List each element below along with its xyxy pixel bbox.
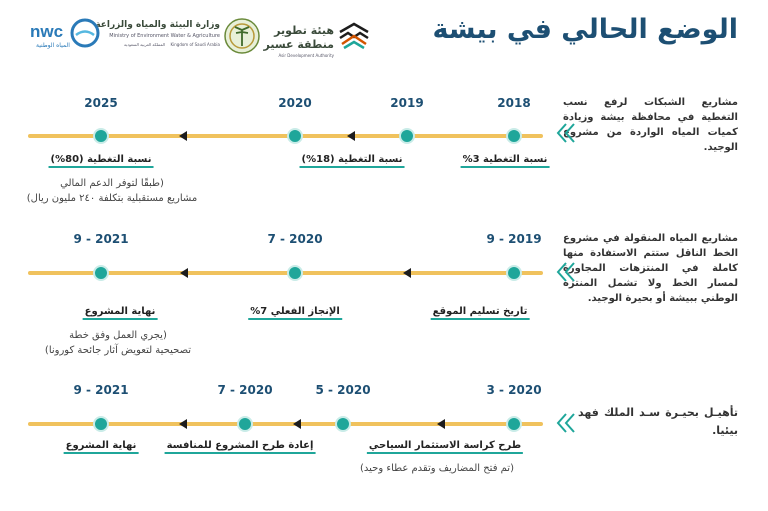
milestone-label: نسبة التغطية (80%) — [49, 154, 154, 168]
nwc-logo-subtitle: المياه الوطنية — [36, 42, 70, 49]
milestone-year: 3 - 2020 — [486, 383, 542, 397]
asir-logo-ar1: هيئة تطوير — [274, 24, 334, 37]
mewa-logo — [95, 16, 260, 58]
milestone-year: 7 - 2020 — [217, 383, 273, 397]
milestone-label: إعادة طرح المشروع للمنافسة — [165, 440, 316, 454]
arrow-left-icon — [437, 419, 445, 429]
mewa-logo-ar: وزارة البيئة والمياه والزراعة — [95, 20, 220, 30]
milestone-label: نهاية المشروع — [64, 440, 139, 454]
milestone-dot — [93, 416, 109, 432]
water-drop-icon — [70, 18, 100, 48]
milestone-dot — [335, 416, 351, 432]
mewa-logo-kingdom-ar: المملكة العربية السعودية — [123, 42, 165, 47]
arrow-left-icon — [293, 419, 301, 429]
milestone-dot — [93, 128, 109, 144]
milestone-label: نهاية المشروع — [83, 306, 158, 320]
milestone-year: 7 - 2020 — [267, 232, 323, 246]
milestone-dot — [399, 128, 415, 144]
double-chevron-left-icon — [555, 261, 577, 283]
asir-mark-icon — [338, 22, 370, 52]
milestone-label: الإنجاز الفعلي 7% — [248, 306, 342, 320]
arrow-left-icon — [179, 419, 187, 429]
nwc-logo-mark: nwc — [30, 22, 64, 41]
milestone-year: 2019 — [390, 96, 424, 110]
mewa-logo-en: Ministry of Environment Water & Agriculture — [109, 33, 220, 39]
milestone-year: 2025 — [84, 96, 118, 110]
milestone-label: تاريخ تسليم الموقع — [431, 306, 530, 320]
arrow-left-icon — [180, 268, 188, 278]
arrow-left-icon — [179, 131, 187, 141]
milestone-dot — [287, 128, 303, 144]
nwc-logo — [28, 18, 108, 58]
milestone-note: (طبقًا لتوفر الدعم المالي — [60, 178, 164, 189]
asir-logo-ar2: منطقة عسير — [263, 38, 334, 51]
milestone-note: (تم فتح المضاريف وتقدم عطاء وحيد) — [360, 463, 514, 474]
milestone-label: نسبة التغطية (18%) — [300, 154, 405, 168]
mewa-logo-kingdom: Kingdom of Saudi Arabia — [170, 42, 220, 47]
row3-description: تأهيـل بحيـرة سـد الملك فهد بيئيا. — [578, 406, 738, 437]
milestone-label: طرح كراسة الاستثمار السياحي — [367, 440, 523, 454]
asir-logo-en: Asir Development Authority — [278, 53, 334, 58]
milestone-year: 5 - 2020 — [315, 383, 371, 397]
milestone-dot — [506, 128, 522, 144]
milestone-label: نسبة التغطية 3% — [461, 154, 550, 168]
row1-description: مشاريع الشبكات لرفع نسب التغطية في محافظة بيشة وزيادة كميات المياه الواردة من مشروع الوجيد. — [563, 97, 738, 153]
milestone-dot — [506, 416, 522, 432]
milestone-year: 2020 — [278, 96, 312, 110]
double-chevron-left-icon — [555, 412, 577, 434]
milestone-dot — [237, 416, 253, 432]
asir-logo — [263, 18, 370, 58]
page-title: الوضع الحالي في بيشة — [432, 14, 738, 45]
double-chevron-left-icon — [555, 122, 577, 144]
milestone-dot — [287, 265, 303, 281]
milestone-dot — [506, 265, 522, 281]
arrow-left-icon — [403, 268, 411, 278]
palm-emblem-icon — [224, 18, 260, 54]
milestone-dot — [93, 265, 109, 281]
milestone-year: 9 - 2019 — [486, 232, 542, 246]
milestone-note: مشاريع مستقبلية بتكلفة ٢٤٠ مليون ريال) — [26, 193, 198, 204]
row2-description: مشاريع المياه المنقولة في مشروع الخط الناقل ستتم الاستفادة منها كاملة في المنتزهات المجاورة لمسار الخط ولا تشمل المنتزه الوطني ببيشة أو بحيرة الوجيد. — [563, 233, 738, 304]
arrow-left-icon — [347, 131, 355, 141]
milestone-year: 9 - 2021 — [73, 383, 129, 397]
milestone-note: تصحيحية لتعويض آثار جائحة كورونا) — [44, 345, 192, 356]
milestone-year: 2018 — [497, 96, 531, 110]
milestone-year: 9 - 2021 — [73, 232, 129, 246]
milestone-note: (يجري العمل وفق خطة — [69, 330, 167, 341]
